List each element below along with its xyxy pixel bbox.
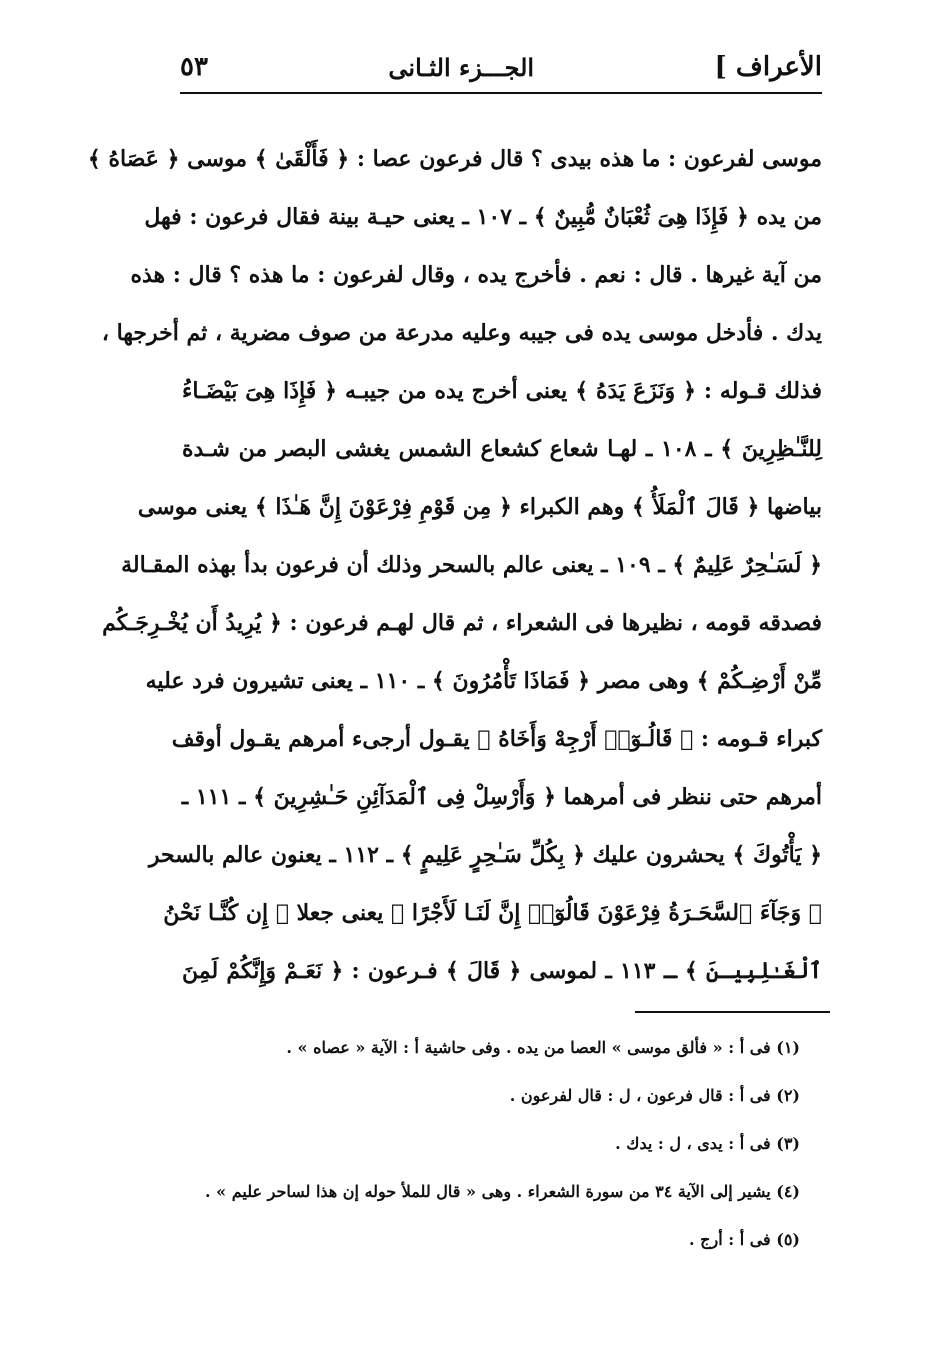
text-line: فصدقه قومه ، نظيرها فى الشعراء ، ثم قال لهـم فرعون : ﴿ يُرِيدُ أَن يُخْـرِجَـكُم [102, 610, 822, 636]
text-line: فذلك قـوله : ﴿ وَنَزَعَ يَدَهُ ﴾ يعنى أخرج يده من جيبـه ﴿ فَإِذَا هِىَ بَيْضَـاءُ [182, 378, 822, 404]
text-line: ﴿ وَجَآءَ ٱلسَّحَـرَةُ فِرْعَوْنَ قَالُوٓا۟ إِنَّ لَنَـا لَأَجْرًا ﴾ يعنى جعلا ﴿ إِن كُنَّـا نَحْنُ [163, 900, 822, 926]
text-line: من آية غيرها . قال : نعم . فأخرج يده ، وقال لفرعون : ما هذه ؟ قال : هذه [130, 262, 822, 288]
footnote: (١) فى أ : « فألق موسى » العصا من يده . وفى حاشية أ : الآية « عصاه » . [286, 1038, 800, 1057]
text-line: موسى لفرعون : ما هذه بيدى ؟ قال فرعون عصا : ﴿ فَأَلْقَىٰ ﴾ موسى ﴿ عَصَاهُ ﴾ [87, 146, 822, 172]
footnote: (٥) فى أ : أرج . [689, 1230, 800, 1249]
text-line: ﴿ يَأْتُوكَ ﴾ يحشرون عليك ﴿ بِكُلِّ سَـٰحِرٍ عَلِيمٍ ﴾ ـ ١١٢ ـ يعنون عالم بالسحر [148, 842, 822, 868]
footnotes [200, 1034, 800, 1274]
footnote: (٢) فى أ : قال فرعون ، ل : قال لفرعون . [509, 1086, 800, 1105]
text-line: لِلنَّـٰظِرِينَ ﴾ ـ ١٠٨ ـ لهـا شعاع كشعاع الشمس يغشى البصر من شـدة [182, 436, 822, 462]
surah-title: الأعراف ] [714, 52, 822, 82]
text-line: أمرهم حتى ننظر فى أمرهما ﴿ وَأَرْسِلْ فِى ٱلْمَدَآئِنِ حَـٰشِرِينَ ﴾ ـ ١١١ ـ [181, 784, 822, 810]
text-line: كبراء قـومه : ﴿ قَالُـوٓا۟ أَرْجِهْ وَأَخَاهُ ﴾ يقـول أرجىء أمرهم يقـول أوقف [171, 726, 822, 752]
text-line: مِّنْ أَرْضِـكُمْ ﴾ وهى مصر ﴿ فَمَاذَا تَأْمُرُونَ ﴾ ـ ١١٠ ـ يعنى تشيرون فرد عليه [145, 668, 822, 694]
text-line: ٱلْغَـٰلِبِيـنَ ﴾ ـ ١١٣ ـ لموسى ﴿ قَالَ ﴾ فـرعون : ﴿ نَعَـمْ وَإِنَّكُمْ لَمِنَ [182, 958, 822, 984]
text-line: يدك . فأدخل موسى يده فى جيبه وعليه مدرعة من صوف مضرية ، ثم أخرجها ، [101, 320, 822, 346]
text-line: من يده ﴿ فَإِذَا هِىَ ثُعْبَانٌ مُّبِينٌ ﴾ ـ ١٠٧ ـ يعنى حيـة بينة فقال فرعون : فهل [144, 204, 822, 230]
footnote: (٣) فى أ : يدى ، ل : يدك . [615, 1134, 800, 1153]
main-text [87, 130, 822, 1000]
text-line: بياضها ﴿ قَالَ ٱلْمَلَأُ ﴾ وهم الكبراء ﴿ مِن قَوْمِ فِرْعَوْنَ إِنَّ هَـٰذَا ﴾ يعنى موسى [137, 494, 822, 520]
footnote: (٤) يشير إلى الآية ٣٤ من سورة الشعراء . وهى « قال للملأ حوله إن هذا لساحر عليم » . [205, 1182, 800, 1201]
part-title: الجـــزء الثـانى [388, 52, 535, 82]
footnote-divider [635, 1011, 830, 1013]
page-header [180, 42, 822, 94]
page-number: ٥٣ [180, 52, 208, 82]
text-line: ﴿ لَسَـٰحِرٌ عَلِيمٌ ﴾ ـ ١٠٩ ـ يعنى عالم بالسحر وذلك أن فرعون بدأ بهذه المقـالة [121, 552, 822, 578]
